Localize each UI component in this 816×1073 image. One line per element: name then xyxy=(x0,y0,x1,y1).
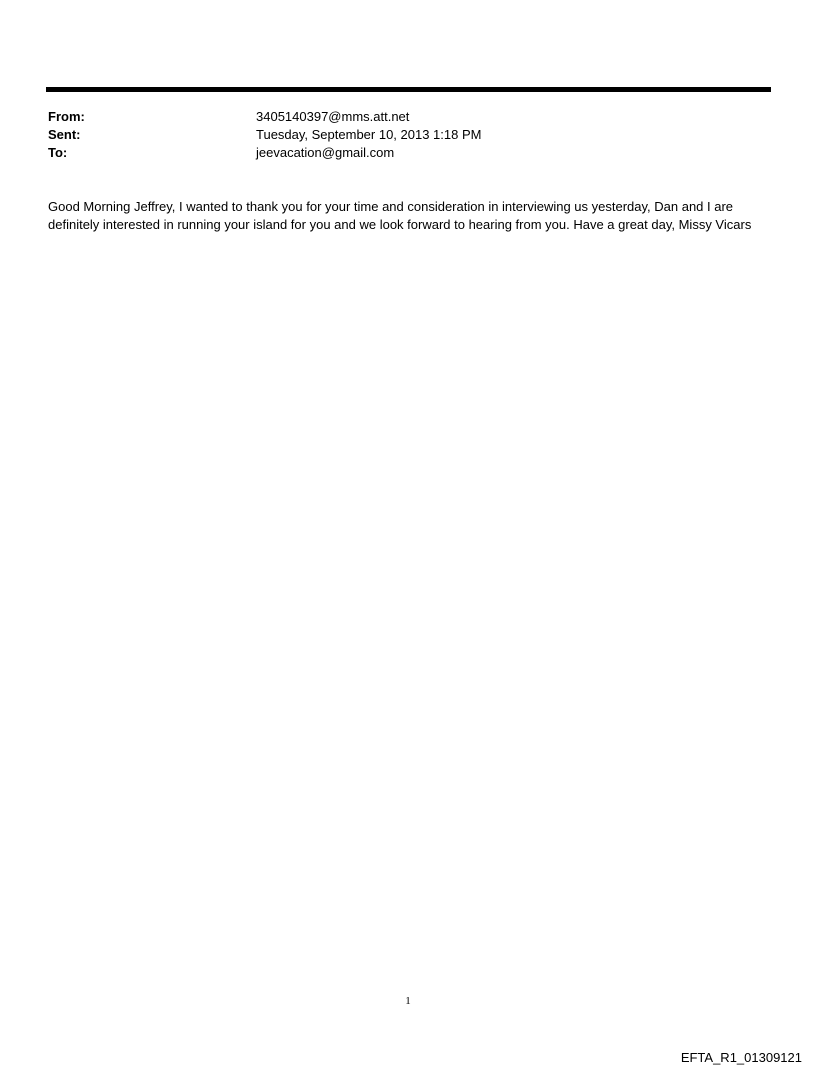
from-value: 3405140397@mms.att.net xyxy=(256,109,410,124)
from-label: From: xyxy=(48,109,85,124)
email-body: Good Morning Jeffrey, I wanted to thank you for your time and consideration in interviewing us yesterday, Dan and I are definitely interested in running your island for you and we look forward to hearing from you. Have a great day, Missy Vicars xyxy=(48,199,752,232)
from-row xyxy=(48,108,748,126)
email-header xyxy=(48,108,748,162)
page-number: 1 xyxy=(405,995,411,1007)
sent-label: Sent: xyxy=(48,127,81,142)
sent-value: Tuesday, September 10, 2013 1:18 PM xyxy=(256,127,482,142)
to-row xyxy=(48,144,748,162)
to-label: To: xyxy=(48,145,68,160)
document-id: EFTA_R1_01309121 xyxy=(680,1050,802,1065)
to-value: jeevacation@gmail.com xyxy=(256,145,395,160)
sent-row xyxy=(48,126,748,144)
header-divider xyxy=(46,87,771,92)
